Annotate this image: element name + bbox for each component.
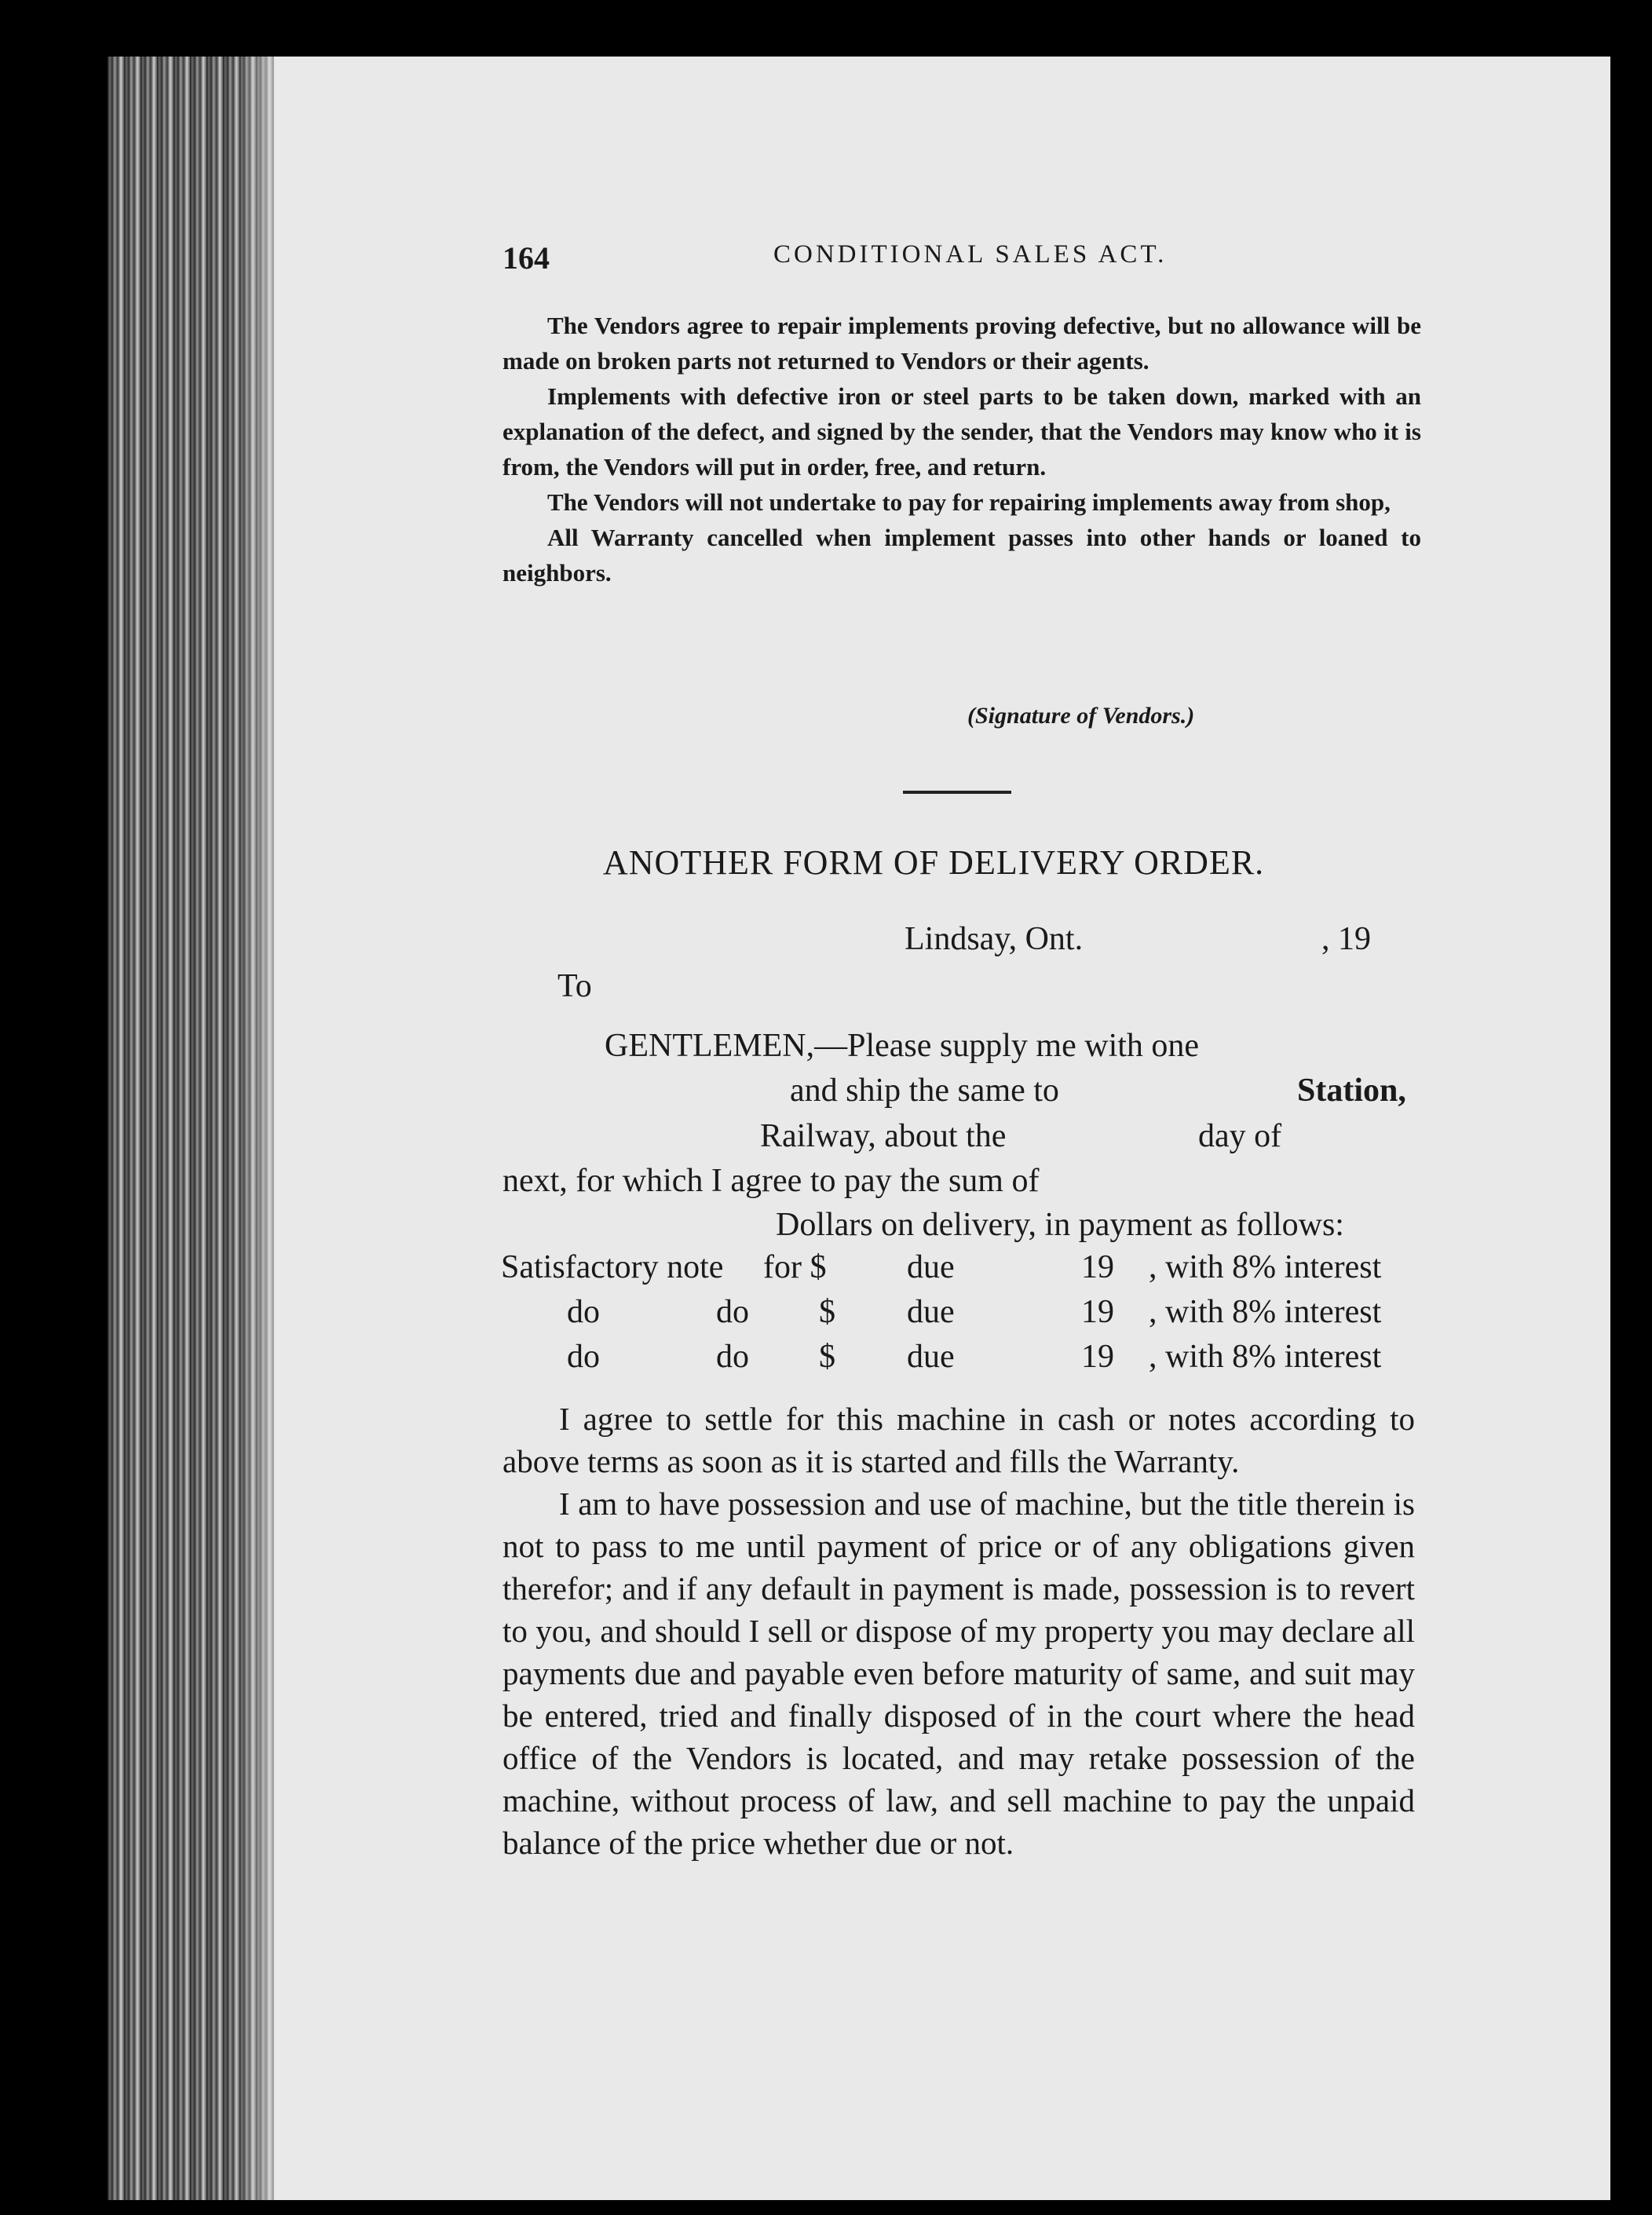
order-line-3: Railway, about the: [760, 1118, 1007, 1154]
vendor-signature-line: (Signature of Vendors.): [967, 703, 1195, 729]
order-station: Station,: [1297, 1073, 1406, 1109]
payment-note-label: Satisfactory note: [501, 1249, 724, 1285]
payment-interest: , with 8% interest: [1149, 1294, 1382, 1330]
payment-dollar: $: [819, 1294, 835, 1330]
settlement-paragraph: I agree to settle for this machine in cash or notes according to above terms as soon as it is started and fills the Warranty.: [503, 1401, 1415, 1479]
payment-due: due: [907, 1294, 955, 1330]
order-line-4: next, for which I agree to pay the sum of: [503, 1163, 1040, 1199]
place-line: Lindsay, Ont.: [905, 921, 1084, 957]
form-heading: ANOTHER FORM OF DELIVERY ORDER.: [603, 843, 1265, 882]
payment-interest: , with 8% interest: [1149, 1249, 1382, 1285]
page-number: 164: [503, 240, 550, 276]
payment-due: due: [907, 1249, 955, 1285]
warranty-paragraph: The Vendors agree to repair implements proving defective, but no allowance will be made on broken parts not returned to Vendors or their agents.: [503, 312, 1421, 375]
payment-dollar: $: [819, 1339, 835, 1375]
warranty-paragraph: Implements with defective iron or steel parts to be taken down, marked with an explanation of the defect, and signed by the sender, that the Vendors may know who it is from, the Vendors will put in order, free, and return.: [503, 382, 1421, 481]
date-suffix: , 19: [1321, 921, 1371, 957]
warranty-paragraph: All Warranty cancelled when implement passes into other hands or loaned to neighbors.: [503, 524, 1421, 587]
running-title: CONDITIONAL SALES ACT.: [773, 240, 1168, 269]
order-line-2: and ship the same to: [790, 1073, 1059, 1109]
order-line-5: Dollars on delivery, in payment as follows:: [776, 1207, 1344, 1243]
payment-year: 19: [1081, 1249, 1114, 1285]
order-line-1: GENTLEMEN,—Please supply me with one: [605, 1028, 1200, 1064]
payment-for-label: do: [716, 1294, 749, 1330]
order-day-of: day of: [1198, 1118, 1282, 1154]
closing-text: [503, 1398, 1415, 1864]
spine-shadow: [236, 57, 298, 2200]
section-divider: [903, 791, 1011, 794]
payment-year: 19: [1081, 1339, 1114, 1375]
payment-for-label: do: [716, 1339, 749, 1375]
payment-note-label: do: [567, 1294, 600, 1330]
payment-year: 19: [1081, 1294, 1114, 1330]
warranty-block: [503, 308, 1421, 590]
title-retention-paragraph: I am to have possession and use of machine, but the title therein is not to pass to me until payment of price or of any obligations given therefor; and if any default in payment is made, possession is to revert to you, and should I sell or dispose of my property you may declare all payments due and payable even before maturity of same, and suit may be entered, tried and finally disposed of in the court where the head office of the Vendors is located, and may retake possession of the machine, without process of law, and sell machine to pay the unpaid balance of the price whether due or not.: [503, 1486, 1415, 1861]
payment-note-label: do: [567, 1339, 600, 1375]
payment-for-label: for $: [763, 1249, 827, 1285]
payment-interest: , with 8% interest: [1149, 1339, 1382, 1375]
warranty-paragraph: The Vendors will not undertake to pay for repairing implements away from shop,: [547, 488, 1391, 516]
to-label: To: [557, 968, 592, 1004]
payment-due: due: [907, 1339, 955, 1375]
